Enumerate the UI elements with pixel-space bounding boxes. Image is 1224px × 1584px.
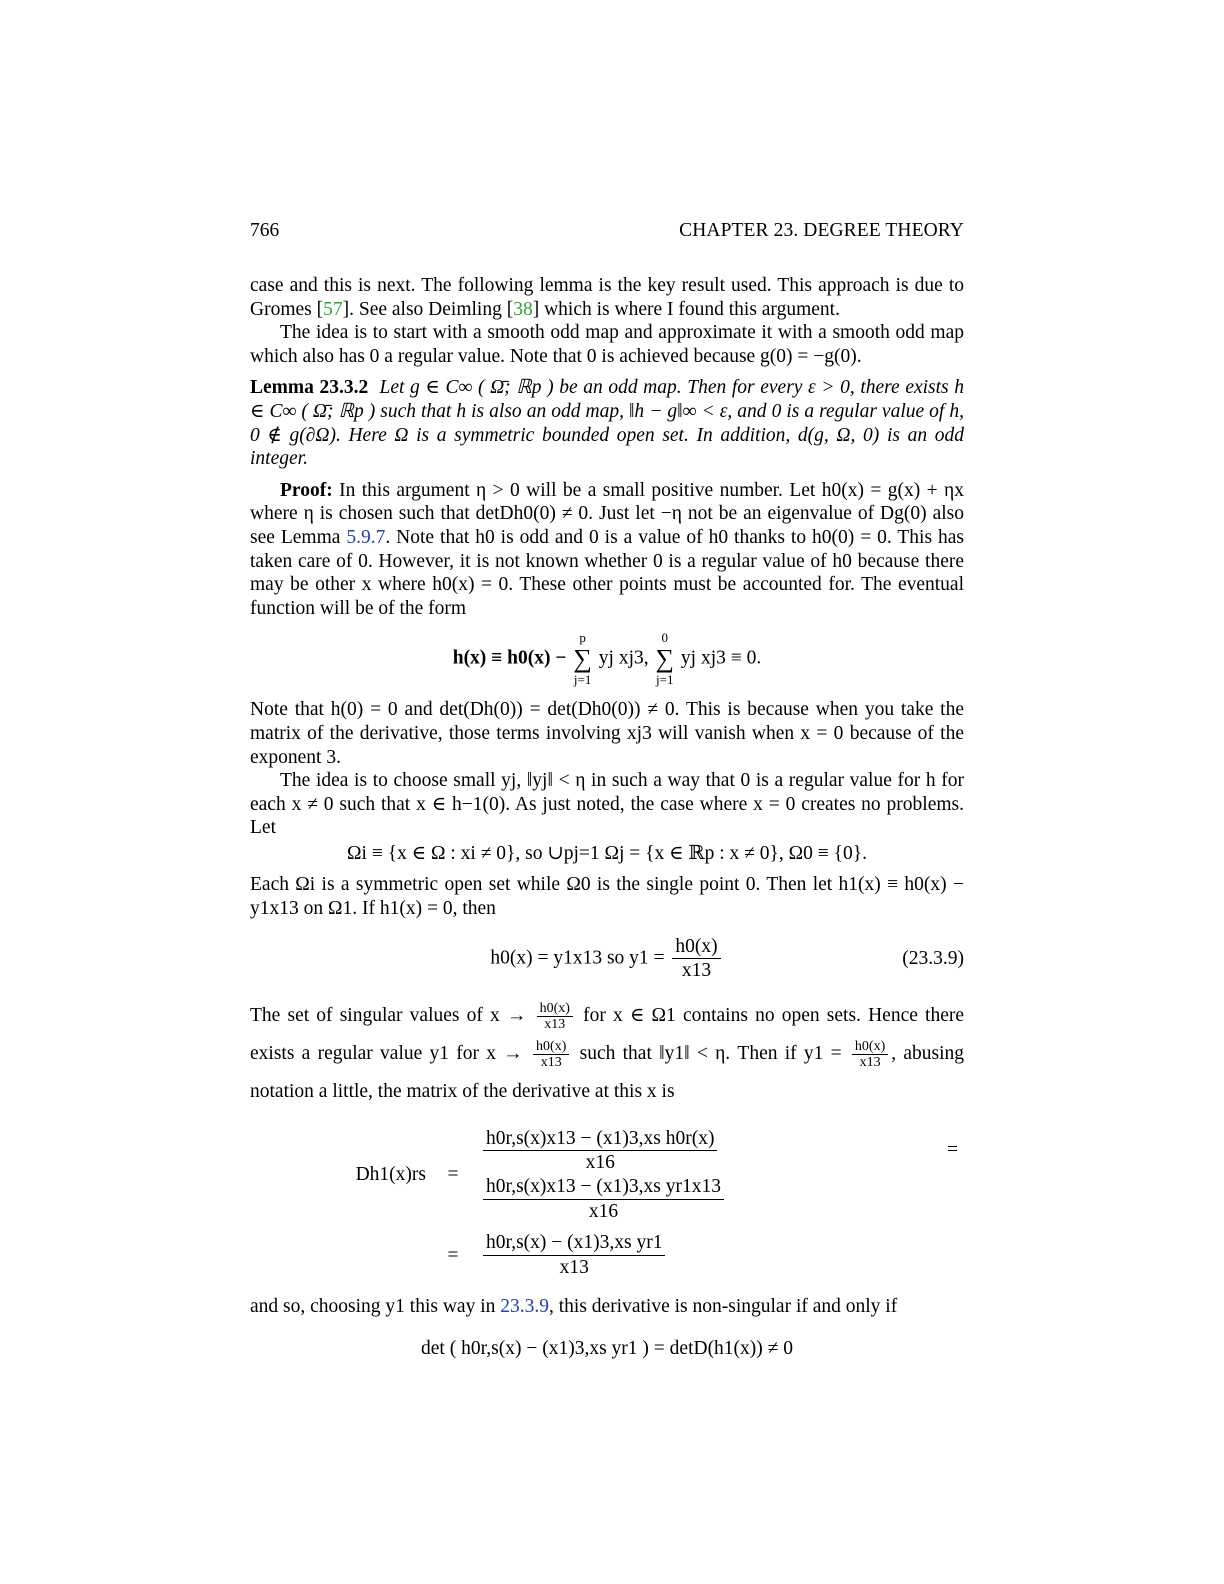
fraction — [537, 1001, 573, 1032]
fraction — [483, 1175, 724, 1223]
fraction — [852, 1039, 888, 1070]
sum-lower-limit: j=1 — [573, 672, 592, 688]
equation-text: h0(x) = y1x13 so y1 = — [490, 947, 665, 969]
paragraph-singular — [250, 997, 964, 1111]
lemma-body: Let g ∈ C∞ ( Ω̄; ℝp ) be an odd map. Then for every ε > 0, there exists h ∈ C∞ ( Ω̄; ℝp ) such that h is also an odd map, ‖h − g‖∞ < ε, and 0 is a regular value of h, 0 ∉ g(∂Ω). Here Ω is a symmetric bounded open set. In addition, d(g, Ω, 0) is an odd integer. — [250, 377, 965, 470]
paragraph-choose: The idea is to choose small yj, ‖yj‖ < η in such a way that 0 is a regular value for h for each x ≠ 0 such that x ∈ h−1(0). As just noted, the case where x = 0 creates no problems. Let — [250, 770, 964, 839]
fraction-numerator: h0r,s(x)x13 − (x1)3,xs h0r(x) — [483, 1127, 717, 1152]
display-equation-final: det ( h0r,s(x) − (x1)3,xs yr1 ) = detD(h1(x)) ≠ 0 — [421, 1338, 793, 1359]
page-number: 766 — [250, 220, 280, 241]
fraction-denominator: x16 — [585, 1152, 615, 1174]
text-run: . Note that h0 is odd and 0 is a value of h0 thanks to h0(0) = 0. This has taken care of 0. However, it is not known whether 0 is a regular value of h0 because there may be other x where h0(x) = 0. These other points must be accounted for. The eventual function will be of the form — [250, 526, 964, 619]
fraction-denominator: x13 — [540, 1054, 562, 1070]
text-run: , this derivative is non-singular if and only if — [548, 1296, 898, 1318]
paragraph-intro — [250, 274, 964, 321]
lemma-label: Lemma 23.3.2 — [250, 377, 369, 399]
fraction-denominator: x13 — [859, 1054, 881, 1070]
text-run: ]. See also Deimling [ — [342, 298, 514, 320]
lemma-statement — [250, 376, 964, 470]
text-run: The set of singular values of x → — [250, 1004, 527, 1026]
fraction-denominator: x16 — [588, 1200, 619, 1222]
page-body — [250, 274, 964, 1379]
equation-ref-link[interactable]: 23.3.9 — [500, 1296, 549, 1318]
display-equation-23-3-9 — [250, 935, 964, 983]
fraction — [672, 935, 720, 983]
document-page — [250, 0, 964, 1584]
fraction-numerator: h0(x) — [852, 1039, 888, 1055]
text-run: for x ∈ Ω1 contains no open sets. Hence there exists a regular value y1 for x → — [250, 1004, 965, 1064]
fraction-numerator: h0r,s(x) − (x1)3,xs yr1 — [483, 1231, 665, 1256]
sum-upper-limit: 0 — [661, 630, 669, 646]
paragraph-idea: The idea is to start with a smooth odd map and approximate it with a smooth odd map which also has 0 a regular value. Note that 0 is achieved because g(0) = −g(0). — [250, 322, 964, 367]
citation-link-gromes[interactable]: 57 — [323, 298, 343, 320]
summation-symbol: p ∑ j=1 — [573, 630, 592, 688]
text-run: In this argument η > 0 will be a small positive number. Let h0(x) = g(x) + ηx where η is chosen such that detDh0(0) ≠ 0. Just let −η not be an eigenvalue of Dg(0) also see Lemma — [250, 479, 964, 548]
equation-number: (23.3.9) — [902, 947, 964, 969]
lemma-ref-link[interactable]: 5.9.7 — [346, 526, 386, 548]
equation-text: yj xj3, — [598, 647, 649, 669]
text-run: case and this is next. The following lemma is the key result used. This approach is due to Gromes [ — [250, 275, 964, 320]
display-equation-omega: Ωi ≡ {x ∈ Ω : xi ≠ 0}, so ∪pj=1 Ωj = {x ∈ ℝp : x ≠ 0}, Ω0 ≡ {0}. — [347, 842, 867, 864]
equation-text: yj xj3 ≡ 0. — [680, 647, 762, 669]
equation-text: h(x) ≡ h0(x) − — [452, 647, 567, 669]
proof-paragraph — [250, 479, 964, 621]
fraction — [483, 1127, 717, 1175]
fraction-denominator: x13 — [681, 960, 712, 982]
summation-symbol: 0 ∑ j=1 — [655, 630, 675, 688]
paragraph-conclusion — [250, 1295, 964, 1319]
display-equation-form — [250, 630, 964, 688]
fraction-denominator: x13 — [544, 1016, 566, 1032]
citation-link-deimling[interactable]: 38 — [513, 298, 533, 320]
sum-lower-limit: j=1 — [656, 672, 674, 688]
fraction-numerator: h0(x) — [672, 935, 720, 960]
text-run: such that ‖y1‖ < η. Then if y1 = — [579, 1042, 842, 1064]
fraction-numerator: h0r,s(x)x13 − (x1)3,xs yr1x13 — [483, 1175, 724, 1200]
fraction-numerator: h0(x) — [537, 1001, 573, 1017]
fraction — [533, 1039, 569, 1070]
derivative-lhs: Dh1(x)rs — [355, 1164, 426, 1186]
text-run: , abusing notation a little, the matrix of the derivative at this x is — [250, 1042, 965, 1102]
equals-sign: = — [947, 1139, 958, 1161]
text-run: and so, choosing y1 this way in — [250, 1296, 501, 1318]
running-header — [250, 220, 964, 244]
paragraph-note: Note that h(0) = 0 and det(Dh(0)) = det(Dh0(0)) ≠ 0. This is because when you take the matrix of the derivative, those terms involving xj3 will vanish when x = 0 because of the exponent 3. — [250, 699, 964, 768]
fraction-numerator: h0(x) — [533, 1039, 569, 1055]
derivative-equation-array — [330, 1123, 964, 1284]
fraction-denominator: x13 — [559, 1256, 589, 1278]
text-run: ] which is where I found this argument. — [532, 298, 840, 320]
fraction — [483, 1231, 665, 1279]
equals-sign: = — [447, 1244, 459, 1266]
paragraph-each: Each Ωi is a symmetric open set while Ω0 is the single point 0. Then let h1(x) ≡ h0(x) − y1x13 on Ω1. If h1(x) = 0, then — [250, 874, 964, 920]
equals-sign: = — [447, 1164, 459, 1186]
proof-label: Proof: — [280, 479, 333, 501]
chapter-title: CHAPTER 23. DEGREE THEORY — [679, 220, 964, 241]
sum-upper-limit: p — [579, 630, 586, 646]
